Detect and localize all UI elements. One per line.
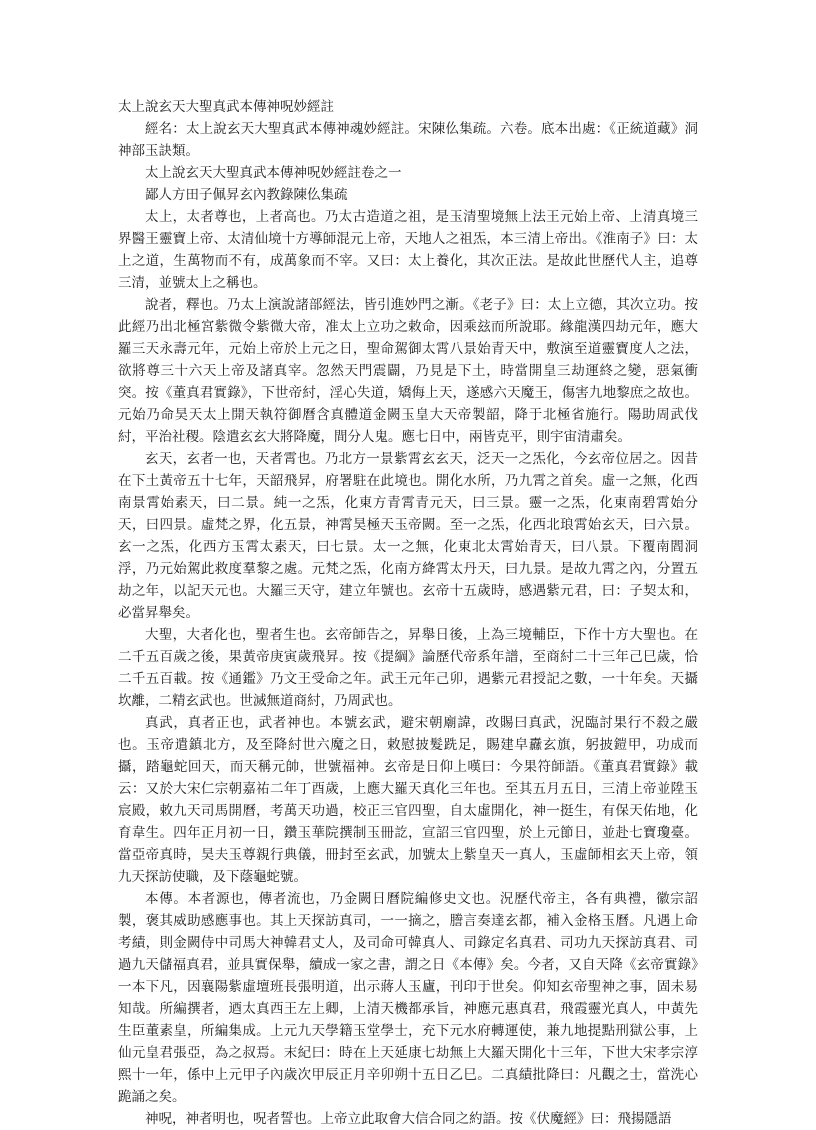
- paragraph-6: 本傳。本者源也，傳者流也，乃金闕日曆院編修史文也。況歷代帝主，各有典禮，徽宗詔製，褒其威助感應事也。其上天探訪真司，一一摘之，謄言奏達玄都，補入金格玉曆。凡遇上命考績，則金闕侍中司馬大神韓君丈人，及司命可韓真人、司錄定名真君、司功九天探訪真君、司過九天儲福真君，並具實保舉，續成一家之書，謂之日《本傳》矣。今者，又自天降《玄帝實錄》一本下凡，因襄陽紫虛壇班長張明道，出示蔣人玉廬，刊印于世矣。仰知玄帝聖神之事，固未易知哉。所編撰者，迺太真西王左上卿，上清天機都承旨，神應元惠真君，飛霞靈光真人，中黃先生臣董素皇，所編集成。上元九天學籍玉堂學士，充下元水府轉運使，兼九地提點刑獄公事，上仙元皇君張亞，為之叔焉。末紀曰：時在上天延康七劫無上大羅天開化十三年，下世大宋孝宗淳熙十一年，係中上元甲子內歲次甲辰正月辛卯朔十五日乙巳。二真績批降曰：凡觀之士，當洗心跪誦之矣。: [118, 891, 698, 1105]
- paragraph-7: 神呪，神者明也，呪者誓也。上帝立此取會大信合同之約語。按《伏魔經》曰：飛揚隱語: [145, 1111, 672, 1127]
- paragraph-3: 玄天，玄者一也，天者霄也。乃北方一景紫霄玄玄天，泛天一之炁化，今玄帝位居之。因昔在下土黃帝五十七年，天韶飛昇，府署駐在此境也。開化水所，乃九霄之首矣。虛一之無，化西南景霄始素天，曰二景。純一之炁，化東方青霄青元天，曰三景。靈一之炁，化東南碧霄始分天，曰四景。虛梵之界，化五景，神霄昊極天玉帝闕。至一之炁，化西北琅霄始玄天，曰六景。玄一之炁，化西方玉霄太素天，曰七景。太一之無，化東北太霄始青天，曰八景。下覆南閻洞浮，乃元始駕此救度羣黎之處。元梵之炁，化南方絳霄太丹天，曰九景。是故九霄之內，分置五劫之年，以記天元也。大羅三天守，建立年號也。玄帝十五歲時，感遇紫元君，曰：子契太和，必當昇舉矣。: [118, 451, 698, 621]
- paragraph-1: 太上，太者尊也，上者高也。乃太古造道之祖，是玉清聖境無上法王元始上帝、上清真境三界醫王靈寶上帝、太清仙境十方導師混元上帝，天地人之祖炁，本三清上帝出。《淮南子》曰：太上之道，生萬物而不有，成萬象而不宰。又曰：太上養化，其次正法。是故此世歷代人主，追尊三清，並號太上之稱也。: [118, 209, 698, 291]
- document-meta: 經名：太上說玄天大聖真武本傳神魂妙經註。宋陳仫集疏。六卷。底本出處：《正統道藏》洞神部玉訣類。: [118, 121, 698, 159]
- paragraph-5: 真武，真者正也，武者神也。本號玄武，避宋朝廟諱，改賜曰真武，況臨討果行不殺之嚴也。玉帝遣鎮北方，及至降紂世六魔之日，敕慰披髮跣足，賜建皁纛玄旗，躬披鎧甲，功成而攝，踏龜蛇回天，而天稱元帥，世號福神。玄帝是日仰上嘆曰：今果符師語。《董真君實錄》載云：又於大宋仁宗朝嘉祐二年丁酉歲，上應大羅天真化三年也。至其五月五日，三清上帝並陞玉宸殿，敕九天司馬開曆，考萬天功過，校正三官四聖，自太虛開化，神一挺生，有保天佑地，化育韋生。四年正月初一日，鑽玉華院撰制玉冊訖，宣詔三官四聖，於上元節日，並赴七寶瓊臺。當亞帝真時，昊夫玉尊親行典儀，冊封至玄武，加號太上紫皇天一真人，玉虛師相玄天上帝，領九天探訪使職，及下蔭龜蛇號。: [118, 715, 698, 885]
- paragraph-4: 大聖，大者化也，聖者生也。玄帝師告之，昇舉日後，上為三境輔臣，下作十方大聖也。在二千五百歲之後，果黃帝庚寅歲飛昇。按《提綱》論歷代帝系年譜，至商紂二十三年己巳歲，恰二千五百載。按《通鑑》乃文王受命之年。武王元年己卯，遇紫元君授記之數，一十年矣。天攝坎離，二精玄武也。世滅無道商紂，乃周武也。: [118, 627, 698, 709]
- chapter-title: 太上說玄天大聖真武本傳神呪妙經註卷之一: [145, 165, 402, 181]
- paragraph-2: 說者，釋也。乃太上演說諸部經法，皆引進妙門之漸。《老子》曰：太上立德，其次立功。按此經乃出北極宮紫微令紫微大帝，准太上立功之敕命，因乘玆而所說耶。緣龍漢四劫元年，應大羅三天永壽元年，元始上帝於上元之日，聖命駕御太霄八景始青天中，敷演至道靈寶度人之法，欲將尊三十六天上帝及諸真宰。忽然天門震闢，乃見是下土，時當開皇三劫運終之變，惡氣衝突。按《董真君實錄》，下世帝紂，淫心失道，矯侮上天，遂感六天魔王，傷害九地黎庶之故也。元始乃命昊天太上開天執符御曆含真體道金闕玉皇大天帝製韶，降于北極省施行。陽助周武伐紂，平治社稷。陰遣玄玄大將降魔，間分人鬼。應七日中，兩皆克平，則宇宙清肅矣。: [118, 297, 698, 445]
- author-line: 鄙人方田子佩昇玄內教錄陳仫集疏: [145, 187, 348, 203]
- document-title: 太上說玄天大聖真武本傳神呪妙經註: [118, 99, 334, 115]
- document-page: [118, 96, 698, 1130]
